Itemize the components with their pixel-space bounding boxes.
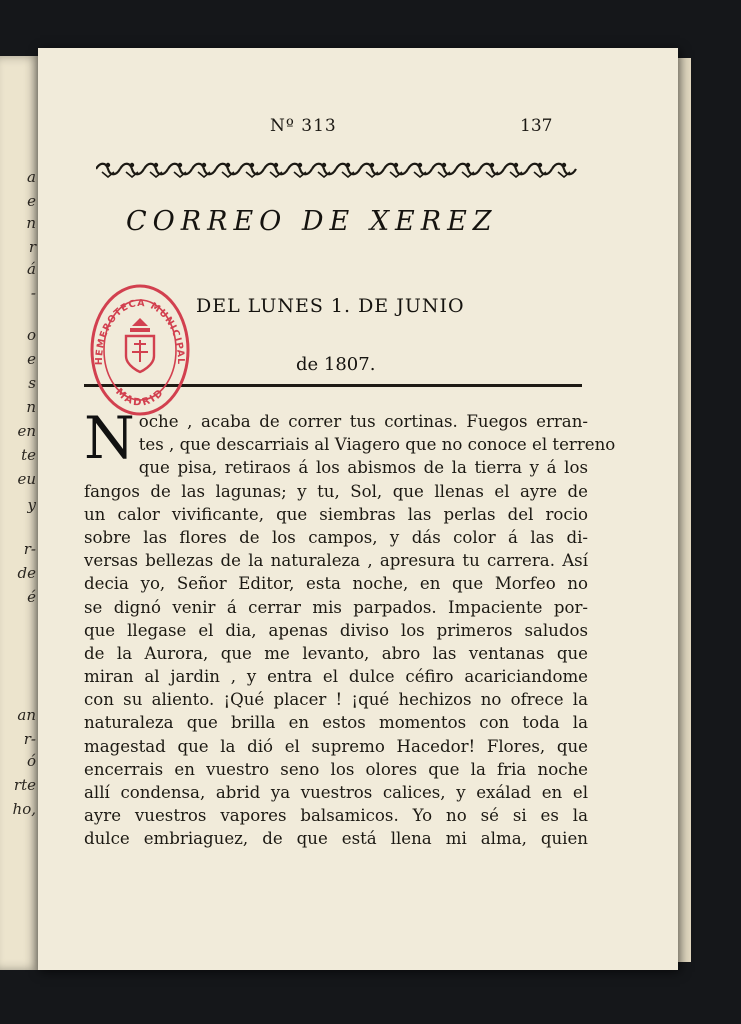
text-line: allí condensa, abrid ya vuestros calices, y exálad en el	[84, 783, 588, 802]
left-fragment: r	[28, 238, 36, 256]
left-fragment: eu	[17, 470, 36, 488]
left-fragment: en	[17, 422, 36, 440]
masthead-title: CORREO DE XEREZ	[126, 206, 498, 237]
left-fragment: é	[27, 588, 36, 606]
left-fragment: ó	[26, 752, 36, 770]
stamp-top-text: HEMEROTECA MUNICIPAL	[93, 297, 187, 366]
article-body	[84, 404, 616, 851]
drop-cap: N	[84, 404, 135, 472]
left-fragment: ho,	[12, 800, 36, 818]
coat-of-arms-icon	[126, 318, 154, 372]
ornament-border	[96, 160, 578, 178]
text-line: que pisa, retiraos á los abismos de la tierra y á los	[138, 458, 588, 478]
text-line: fangos de las lagunas; y tu, Sol, que llenas el ayre de	[84, 481, 588, 501]
text-line: decia yo, Señor Editor, esta noche, en que Morfeo no	[84, 574, 588, 594]
text-line: naturaleza que brilla en estos momentos con toda la	[84, 713, 588, 733]
left-fragment: r-	[23, 540, 36, 558]
library-stamp	[88, 282, 192, 418]
text-line: que llegase el dia, apenas diviso los primeros saludos	[84, 620, 588, 640]
text-line: se dignó venir á cerrar mis parpados. Impaciente por-	[84, 597, 588, 617]
text-line: dulce embriaguez, de que está llena mi alma, quien	[84, 829, 588, 849]
left-fragment: e	[27, 350, 36, 368]
left-fragment: de	[17, 564, 36, 582]
text-line: con su aliento. ¡Qué placer ! ¡qué hechizos no ofrece la	[84, 690, 588, 710]
text-line: miran al jardin , y entra el dulce céfiro acariciandome	[84, 667, 588, 687]
left-fragment: te	[21, 446, 36, 464]
text-line: versas bellezas de la naturaleza , apresura tu carrera. Así	[84, 551, 588, 571]
left-fragment: n	[26, 398, 36, 416]
text-line: ayre vuestros vapores balsamicos. Yo no sé si es la	[84, 806, 588, 826]
text-line: tes , que descarriais al Viagero que no conoce el terreno	[138, 435, 616, 455]
left-fragment: an	[17, 706, 36, 724]
page-number: 137	[520, 116, 553, 136]
text-line: encerrais en vuestro seno los olores que la fria noche	[84, 759, 588, 779]
masthead-date: DEL LUNES 1. DE JUNIO	[196, 295, 465, 317]
left-fragment: a	[27, 168, 36, 186]
stamp-bottom-text: MADRID	[113, 386, 167, 409]
left-fragment: r-	[23, 730, 36, 748]
left-fragment: o	[26, 326, 36, 344]
left-fragment: -	[30, 284, 36, 302]
left-facing-page	[0, 56, 40, 970]
left-fragment: n	[26, 214, 36, 232]
masthead-year: de 1807.	[296, 354, 376, 375]
text-line: un calor vivificante, que siembras las perlas del rocio	[84, 504, 588, 524]
left-fragment: á	[27, 260, 36, 278]
text-line: sobre las flores de los campos, y dás color á las di-	[84, 527, 588, 547]
left-fragment: s	[28, 374, 36, 392]
issue-number: Nº 313	[270, 116, 337, 136]
left-fragment: rte	[13, 776, 36, 794]
text-line: de la Aurora, que me levanto, abro las ventanas que	[84, 643, 588, 663]
left-fragment: y	[27, 496, 36, 514]
text-line: magestad que la dió el supremo Hacedor! Flores, que	[84, 736, 588, 756]
text-line: oche , acaba de correr tus cortinas. Fuegos erran-	[138, 412, 588, 431]
left-fragment: e	[27, 192, 36, 210]
